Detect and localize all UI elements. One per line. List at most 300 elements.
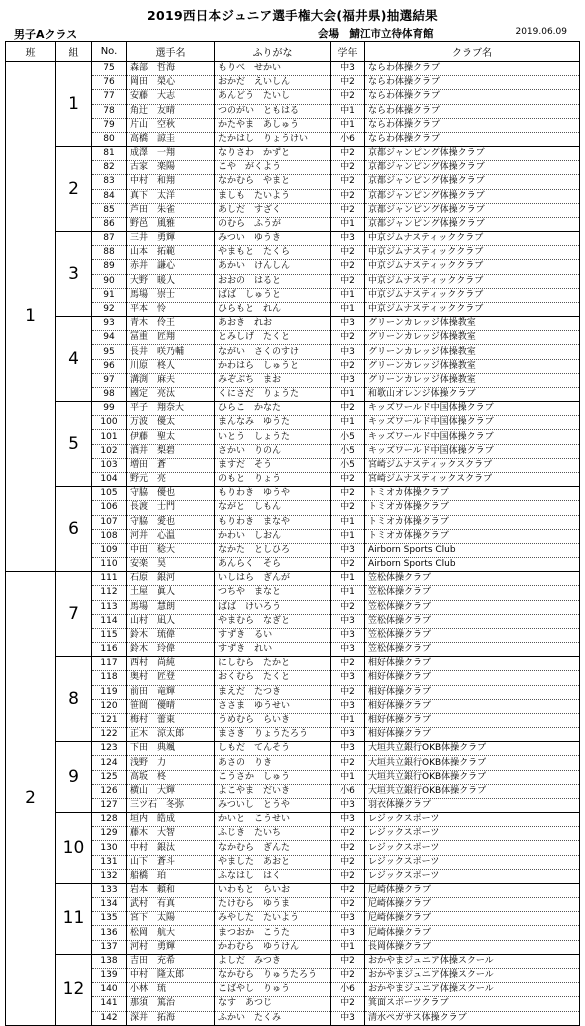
table-row bbox=[6, 515, 580, 529]
table-row bbox=[6, 969, 580, 983]
club-cell: 相好体操クラブ bbox=[365, 713, 580, 727]
no-cell: 135 bbox=[92, 912, 127, 926]
club-cell: トミオカ体操クラブ bbox=[365, 515, 580, 529]
grade-cell: 中3 bbox=[331, 728, 365, 742]
club-cell: グリーンカレッジ体操教室 bbox=[365, 359, 580, 373]
kana-cell: なかむら りゅうたろう bbox=[215, 969, 331, 983]
grade-cell: 中2 bbox=[331, 827, 365, 841]
table-row bbox=[6, 983, 580, 997]
kana-cell: つのがい ともはる bbox=[215, 104, 331, 118]
no-cell: 108 bbox=[92, 529, 127, 543]
no-cell: 101 bbox=[92, 430, 127, 444]
name-cell: 河村 勇輝 bbox=[127, 940, 215, 954]
club-cell: 尼崎体操クラブ bbox=[365, 898, 580, 912]
club-cell: グリーンカレッジ体操教室 bbox=[365, 373, 580, 387]
grade-cell: 中2 bbox=[331, 657, 365, 671]
no-cell: 116 bbox=[92, 643, 127, 657]
grade-cell: 中1 bbox=[331, 387, 365, 401]
table-row bbox=[6, 883, 580, 897]
name-cell: 中村 銀汰 bbox=[127, 841, 215, 855]
club-cell: 大垣共立銀行OKB体操クラブ bbox=[365, 742, 580, 756]
grade-cell: 中2 bbox=[331, 90, 365, 104]
header-kumi: 組 bbox=[56, 42, 92, 62]
kana-cell: おおの はると bbox=[215, 274, 331, 288]
no-cell: 76 bbox=[92, 76, 127, 90]
grade-cell: 中2 bbox=[331, 359, 365, 373]
grade-cell: 中2 bbox=[331, 189, 365, 203]
no-cell: 134 bbox=[92, 898, 127, 912]
grade-cell: 中2 bbox=[331, 685, 365, 699]
grade-cell: 小6 bbox=[331, 983, 365, 997]
club-cell: 相好体操クラブ bbox=[365, 657, 580, 671]
club-cell: 中京ジムナスティッククラブ bbox=[365, 288, 580, 302]
grade-cell: 中2 bbox=[331, 600, 365, 614]
table-row bbox=[6, 997, 580, 1011]
no-cell: 78 bbox=[92, 104, 127, 118]
kana-cell: みやした たいよう bbox=[215, 912, 331, 926]
kana-cell: まんなみ ゆうた bbox=[215, 416, 331, 430]
table-row bbox=[6, 869, 580, 883]
table-row bbox=[6, 600, 580, 614]
name-cell: 安藤 大志 bbox=[127, 90, 215, 104]
club-cell: 尼崎体操クラブ bbox=[365, 912, 580, 926]
kana-cell: ひらこ かなた bbox=[215, 402, 331, 416]
table-row bbox=[6, 387, 580, 401]
name-cell: 横山 大輝 bbox=[127, 784, 215, 798]
club-cell: レジックスポーツ bbox=[365, 855, 580, 869]
grade-cell: 中2 bbox=[331, 855, 365, 869]
name-cell: 溝渕 麻夫 bbox=[127, 373, 215, 387]
name-cell: 梅村 蕾東 bbox=[127, 713, 215, 727]
club-cell: グリーンカレッジ体操教室 bbox=[365, 317, 580, 331]
name-cell: 青木 伶王 bbox=[127, 317, 215, 331]
table-row bbox=[6, 288, 580, 302]
kana-cell: もりわき まなや bbox=[215, 515, 331, 529]
table-row bbox=[6, 373, 580, 387]
grade-cell: 中2 bbox=[331, 756, 365, 770]
grade-cell: 中3 bbox=[331, 912, 365, 926]
name-cell: 笹間 優晴 bbox=[127, 699, 215, 713]
kana-cell: のもと りょう bbox=[215, 472, 331, 486]
kana-cell: まさき りょうたろう bbox=[215, 728, 331, 742]
table-row bbox=[6, 161, 580, 175]
kana-cell: ふなはし はく bbox=[215, 869, 331, 883]
club-cell: 尼崎体操クラブ bbox=[365, 926, 580, 940]
name-cell: 下田 典颯 bbox=[127, 742, 215, 756]
grade-cell: 小5 bbox=[331, 444, 365, 458]
no-cell: 131 bbox=[92, 855, 127, 869]
grade-cell: 中2 bbox=[331, 898, 365, 912]
no-cell: 87 bbox=[92, 232, 127, 246]
table-row bbox=[6, 118, 580, 132]
club-cell: ならわ体操クラブ bbox=[365, 90, 580, 104]
grade-cell: 中2 bbox=[331, 203, 365, 217]
no-cell: 86 bbox=[92, 217, 127, 231]
name-cell: 大野 暖人 bbox=[127, 274, 215, 288]
grade-cell: 小5 bbox=[331, 458, 365, 472]
club-cell: キッズワールド中国体操クラブ bbox=[365, 402, 580, 416]
grade-cell: 小6 bbox=[331, 132, 365, 146]
kana-cell: まつおか こうた bbox=[215, 926, 331, 940]
no-cell: 120 bbox=[92, 699, 127, 713]
club-cell: キッズワールド中国体操クラブ bbox=[365, 430, 580, 444]
kana-cell: あかい けんしん bbox=[215, 260, 331, 274]
no-cell: 84 bbox=[92, 189, 127, 203]
club-cell: 宮崎ジムナスティックスクラブ bbox=[365, 458, 580, 472]
name-cell: 高坂 柊 bbox=[127, 770, 215, 784]
club-cell: トミオカ体操クラブ bbox=[365, 501, 580, 515]
name-cell: 増田 蒼 bbox=[127, 458, 215, 472]
name-cell: 中村 和翔 bbox=[127, 175, 215, 189]
kumi-cell: 6 bbox=[56, 487, 92, 572]
grade-cell: 中3 bbox=[331, 798, 365, 812]
name-cell: 森部 哲海 bbox=[127, 62, 215, 76]
kana-cell: いしはら ぎんが bbox=[215, 572, 331, 586]
no-cell: 106 bbox=[92, 501, 127, 515]
grade-cell: 中3 bbox=[331, 232, 365, 246]
table-row bbox=[6, 926, 580, 940]
name-cell: 深井 拓海 bbox=[127, 1011, 215, 1025]
club-cell: ならわ体操クラブ bbox=[365, 132, 580, 146]
name-cell: 岡田 榮心 bbox=[127, 76, 215, 90]
table-row bbox=[6, 841, 580, 855]
kana-cell: やまむら なぎと bbox=[215, 614, 331, 628]
grade-cell: 中2 bbox=[331, 246, 365, 260]
no-cell: 130 bbox=[92, 841, 127, 855]
club-cell: 笠松体操クラブ bbox=[365, 572, 580, 586]
club-cell: レジックスポーツ bbox=[365, 827, 580, 841]
club-cell: 大垣共立銀行OKB体操クラブ bbox=[365, 756, 580, 770]
club-cell: トミオカ体操クラブ bbox=[365, 529, 580, 543]
grade-cell: 中1 bbox=[331, 529, 365, 543]
grade-cell: 中3 bbox=[331, 699, 365, 713]
table-row bbox=[6, 487, 580, 501]
no-cell: 123 bbox=[92, 742, 127, 756]
name-cell: 松岡 航大 bbox=[127, 926, 215, 940]
table-row bbox=[6, 232, 580, 246]
header-grade: 学年 bbox=[331, 42, 365, 62]
club-cell: 相好体操クラブ bbox=[365, 685, 580, 699]
kana-cell: にしむら たかと bbox=[215, 657, 331, 671]
kana-cell: あんどう たいし bbox=[215, 90, 331, 104]
name-cell: 伊藤 聖太 bbox=[127, 430, 215, 444]
kana-cell: おかだ えいしん bbox=[215, 76, 331, 90]
grade-cell: 中1 bbox=[331, 940, 365, 954]
kumi-cell: 2 bbox=[56, 147, 92, 232]
name-cell: 片山 空秋 bbox=[127, 118, 215, 132]
name-cell: 長井 咲乃輔 bbox=[127, 345, 215, 359]
grade-cell: 中2 bbox=[331, 402, 365, 416]
kana-cell: おくむら たくと bbox=[215, 671, 331, 685]
kana-cell: あしだ すざく bbox=[215, 203, 331, 217]
kana-cell: ながい さくのすけ bbox=[215, 345, 331, 359]
kana-cell: こや がくよう bbox=[215, 161, 331, 175]
no-cell: 121 bbox=[92, 713, 127, 727]
grade-cell: 中1 bbox=[331, 288, 365, 302]
name-cell: 垣内 皓成 bbox=[127, 813, 215, 827]
table-row bbox=[6, 302, 580, 316]
club-cell: キッズワールド中国体操クラブ bbox=[365, 416, 580, 430]
no-cell: 103 bbox=[92, 458, 127, 472]
kana-cell: なかむら ぎんた bbox=[215, 841, 331, 855]
kana-cell: つちや まなと bbox=[215, 586, 331, 600]
kana-cell: いとう しょうた bbox=[215, 430, 331, 444]
club-cell: 中京ジムナスティッククラブ bbox=[365, 274, 580, 288]
table-row bbox=[6, 572, 580, 586]
table-row bbox=[6, 529, 580, 543]
table-row bbox=[6, 543, 580, 557]
grade-cell: 中2 bbox=[331, 841, 365, 855]
grade-cell: 中1 bbox=[331, 572, 365, 586]
kana-cell: なかた としひろ bbox=[215, 543, 331, 557]
no-cell: 129 bbox=[92, 827, 127, 841]
club-cell: ならわ体操クラブ bbox=[365, 76, 580, 90]
no-cell: 117 bbox=[92, 657, 127, 671]
name-cell: 前田 竜輝 bbox=[127, 685, 215, 699]
kana-cell: ばば しゅうと bbox=[215, 288, 331, 302]
name-cell: 川原 柊人 bbox=[127, 359, 215, 373]
kana-cell: よこやま だいき bbox=[215, 784, 331, 798]
grade-cell: 中3 bbox=[331, 628, 365, 642]
table-row bbox=[6, 827, 580, 841]
table-body bbox=[6, 62, 580, 1026]
grade-cell: 中3 bbox=[331, 317, 365, 331]
table-row bbox=[6, 147, 580, 161]
name-cell: 古家 楽陽 bbox=[127, 161, 215, 175]
name-cell: 山村 凪人 bbox=[127, 614, 215, 628]
kana-cell: さかい りのん bbox=[215, 444, 331, 458]
kana-cell: もりべ せかい bbox=[215, 62, 331, 76]
name-cell: 船橋 珀 bbox=[127, 869, 215, 883]
name-cell: 赤井 謙心 bbox=[127, 260, 215, 274]
name-cell: 宮下 太陽 bbox=[127, 912, 215, 926]
no-cell: 81 bbox=[92, 147, 127, 161]
no-cell: 141 bbox=[92, 997, 127, 1011]
kumi-cell: 5 bbox=[56, 402, 92, 487]
table-row bbox=[6, 558, 580, 572]
no-cell: 94 bbox=[92, 331, 127, 345]
table-row bbox=[6, 359, 580, 373]
header-name: 選手名 bbox=[127, 42, 215, 62]
club-cell: 中京ジムナスティッククラブ bbox=[365, 232, 580, 246]
table-row bbox=[6, 855, 580, 869]
kana-cell: すずき るい bbox=[215, 628, 331, 642]
grade-cell: 中1 bbox=[331, 217, 365, 231]
table-row bbox=[6, 713, 580, 727]
name-cell: 守脇 優也 bbox=[127, 487, 215, 501]
no-cell: 102 bbox=[92, 444, 127, 458]
date-label: 2019.06.09 bbox=[515, 27, 567, 37]
kana-cell: こうさか しゅう bbox=[215, 770, 331, 784]
name-cell: 野元 亮 bbox=[127, 472, 215, 486]
name-cell: 馬場 慧朗 bbox=[127, 600, 215, 614]
grade-cell: 中2 bbox=[331, 76, 365, 90]
no-cell: 127 bbox=[92, 798, 127, 812]
table-row bbox=[6, 90, 580, 104]
kana-cell: やました あおと bbox=[215, 855, 331, 869]
header-kana: ふりがな bbox=[215, 42, 331, 62]
no-cell: 124 bbox=[92, 756, 127, 770]
no-cell: 96 bbox=[92, 359, 127, 373]
kumi-cell: 9 bbox=[56, 742, 92, 813]
table-row bbox=[6, 217, 580, 231]
no-cell: 91 bbox=[92, 288, 127, 302]
no-cell: 104 bbox=[92, 472, 127, 486]
kana-cell: やまもと たくら bbox=[215, 246, 331, 260]
name-cell: 鈴木 琉偉 bbox=[127, 628, 215, 642]
kana-cell: ひらもと れん bbox=[215, 302, 331, 316]
kana-cell: なりさわ かずと bbox=[215, 147, 331, 161]
table-row bbox=[6, 458, 580, 472]
no-cell: 126 bbox=[92, 784, 127, 798]
kumi-cell: 11 bbox=[56, 883, 92, 954]
han-cell: 2 bbox=[6, 572, 56, 1026]
kana-cell: ふじき たいち bbox=[215, 827, 331, 841]
kana-cell: いわもと らいお bbox=[215, 883, 331, 897]
table-row bbox=[6, 657, 580, 671]
club-cell: 笠松体操クラブ bbox=[365, 614, 580, 628]
club-cell: レジックスポーツ bbox=[365, 813, 580, 827]
name-cell: 鈴木 玲偉 bbox=[127, 643, 215, 657]
table-row bbox=[6, 798, 580, 812]
name-cell: 吉田 充希 bbox=[127, 954, 215, 968]
grade-cell: 中2 bbox=[331, 558, 365, 572]
no-cell: 83 bbox=[92, 175, 127, 189]
club-cell: 箕面スポーツクラブ bbox=[365, 997, 580, 1011]
club-cell: 和歌山オレンジ体操クラブ bbox=[365, 387, 580, 401]
table-row bbox=[6, 912, 580, 926]
no-cell: 79 bbox=[92, 118, 127, 132]
name-cell: 平本 怜 bbox=[127, 302, 215, 316]
kana-cell: とみしげ たくと bbox=[215, 331, 331, 345]
kana-cell: みついし とうや bbox=[215, 798, 331, 812]
kana-cell: ばば けいろう bbox=[215, 600, 331, 614]
kumi-cell: 8 bbox=[56, 657, 92, 742]
header-han: 班 bbox=[6, 42, 56, 62]
name-cell: 奥村 匠登 bbox=[127, 671, 215, 685]
club-cell: 京都ジャンピング体操クラブ bbox=[365, 189, 580, 203]
kana-cell: よしだ みつき bbox=[215, 954, 331, 968]
club-cell: おかやまジュニア体操スクール bbox=[365, 983, 580, 997]
grade-cell: 中2 bbox=[331, 147, 365, 161]
table-row bbox=[6, 756, 580, 770]
no-cell: 107 bbox=[92, 515, 127, 529]
name-cell: 万波 優太 bbox=[127, 416, 215, 430]
name-cell: 西村 尚純 bbox=[127, 657, 215, 671]
kumi-cell: 12 bbox=[56, 954, 92, 1025]
no-cell: 115 bbox=[92, 628, 127, 642]
grade-cell: 中3 bbox=[331, 671, 365, 685]
no-cell: 139 bbox=[92, 969, 127, 983]
grade-cell: 中3 bbox=[331, 1011, 365, 1025]
grade-cell: 中2 bbox=[331, 997, 365, 1011]
club-cell: 京都ジャンピング体操クラブ bbox=[365, 147, 580, 161]
table-row bbox=[6, 614, 580, 628]
table-row bbox=[6, 501, 580, 515]
name-cell: 土屋 眞人 bbox=[127, 586, 215, 600]
kana-cell: なかむら やまと bbox=[215, 175, 331, 189]
kana-cell: ましも たいよう bbox=[215, 189, 331, 203]
grade-cell: 中2 bbox=[331, 487, 365, 501]
grade-cell: 中2 bbox=[331, 260, 365, 274]
han-cell: 1 bbox=[6, 62, 56, 572]
no-cell: 93 bbox=[92, 317, 127, 331]
name-cell: 三井 勇輝 bbox=[127, 232, 215, 246]
name-cell: 山下 蒼斗 bbox=[127, 855, 215, 869]
table-row bbox=[6, 260, 580, 274]
document-title: 2019西日本ジュニア選手権大会(福井県)抽選結果 bbox=[147, 8, 438, 23]
name-cell: 石原 銀河 bbox=[127, 572, 215, 586]
club-cell: 中京ジムナスティッククラブ bbox=[365, 246, 580, 260]
table-row bbox=[6, 189, 580, 203]
club-cell: 相好体操クラブ bbox=[365, 728, 580, 742]
club-cell: 京都ジャンピング体操クラブ bbox=[365, 217, 580, 231]
name-cell: 平子 翔奈大 bbox=[127, 402, 215, 416]
kana-cell: あんらく そら bbox=[215, 558, 331, 572]
club-cell: レジックスポーツ bbox=[365, 841, 580, 855]
table-row bbox=[6, 685, 580, 699]
no-cell: 140 bbox=[92, 983, 127, 997]
no-cell: 136 bbox=[92, 926, 127, 940]
kana-cell: のむら ふうが bbox=[215, 217, 331, 231]
table-row bbox=[6, 62, 580, 76]
table-row bbox=[6, 331, 580, 345]
kana-cell: たかはし りょうけい bbox=[215, 132, 331, 146]
table-row bbox=[6, 586, 580, 600]
kana-cell: ささま ゆうせい bbox=[215, 699, 331, 713]
name-cell: 馬場 崇士 bbox=[127, 288, 215, 302]
no-cell: 89 bbox=[92, 260, 127, 274]
name-cell: 浅野 力 bbox=[127, 756, 215, 770]
name-cell: 岩本 頼和 bbox=[127, 883, 215, 897]
venue-label: 会場 鯖江市立待体育館 bbox=[318, 28, 434, 40]
grade-cell: 中2 bbox=[331, 472, 365, 486]
grade-cell: 中2 bbox=[331, 501, 365, 515]
no-cell: 85 bbox=[92, 203, 127, 217]
name-cell: 成澤 一翔 bbox=[127, 147, 215, 161]
no-cell: 114 bbox=[92, 614, 127, 628]
no-cell: 90 bbox=[92, 274, 127, 288]
club-cell: おかやまジュニア体操スクール bbox=[365, 969, 580, 983]
kumi-cell: 3 bbox=[56, 232, 92, 317]
name-cell: 國定 亮汰 bbox=[127, 387, 215, 401]
grade-cell: 中1 bbox=[331, 104, 365, 118]
grade-cell: 中2 bbox=[331, 883, 365, 897]
grade-cell: 中3 bbox=[331, 813, 365, 827]
grade-cell: 中2 bbox=[331, 331, 365, 345]
name-cell: 角辻 友晴 bbox=[127, 104, 215, 118]
no-cell: 82 bbox=[92, 161, 127, 175]
kana-cell: かわはら しゅうと bbox=[215, 359, 331, 373]
grade-cell: 中3 bbox=[331, 742, 365, 756]
no-cell: 118 bbox=[92, 671, 127, 685]
kana-cell: ますだ そう bbox=[215, 458, 331, 472]
club-cell: 京都ジャンピング体操クラブ bbox=[365, 175, 580, 189]
kana-cell: こばやし りゅう bbox=[215, 983, 331, 997]
kana-cell: かわい しおん bbox=[215, 529, 331, 543]
table-row bbox=[6, 444, 580, 458]
kumi-cell: 7 bbox=[56, 572, 92, 657]
no-cell: 137 bbox=[92, 940, 127, 954]
grade-cell: 小6 bbox=[331, 784, 365, 798]
grade-cell: 中2 bbox=[331, 274, 365, 288]
no-cell: 138 bbox=[92, 954, 127, 968]
club-cell: 笠松体操クラブ bbox=[365, 643, 580, 657]
no-cell: 133 bbox=[92, 883, 127, 897]
table-row bbox=[6, 898, 580, 912]
header-no: No. bbox=[92, 42, 127, 62]
name-cell: 野邑 風雅 bbox=[127, 217, 215, 231]
